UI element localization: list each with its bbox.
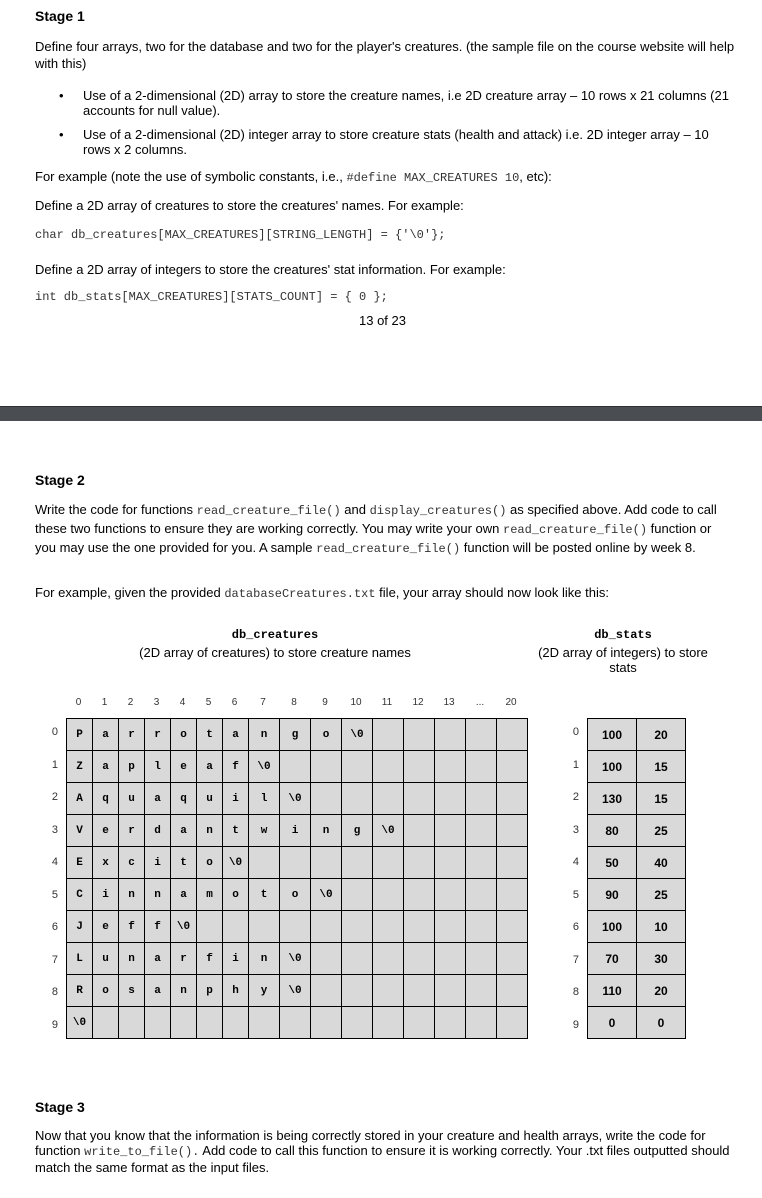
column-header: 20: [505, 697, 517, 708]
stats-grid-cell: 50: [588, 847, 637, 879]
names-grid-cell: n: [197, 815, 223, 847]
names-grid-cell: i: [280, 815, 311, 847]
names-grid-cell: n: [119, 879, 145, 911]
stats-row-header: 3: [572, 823, 579, 836]
stats-grid-cell: 40: [637, 847, 686, 879]
names-grid-cell: x: [93, 847, 119, 879]
column-header: 1: [101, 697, 108, 708]
stage1-bullet-list: [35, 88, 735, 166]
names-grid-cell: t: [249, 879, 280, 911]
names-grid-cell: [435, 719, 466, 751]
names-grid-cell: t: [223, 815, 249, 847]
names-grid-cell: m: [197, 879, 223, 911]
stats-grid-cell: 70: [588, 943, 637, 975]
names-grid-cell: [466, 783, 497, 815]
names-grid-cell: [497, 815, 528, 847]
stats-row-header: 0: [572, 726, 579, 738]
names-grid-cell: a: [171, 815, 197, 847]
names-grid-cell: L: [67, 943, 93, 975]
row-header: 9: [51, 1018, 58, 1031]
creature-names-grid: [66, 718, 528, 1039]
names-grid-cell: a: [171, 879, 197, 911]
names-grid-cell: n: [145, 879, 171, 911]
names-grid-cell: P: [67, 719, 93, 751]
names-grid-cell: p: [197, 975, 223, 1007]
names-grid-cell: [435, 751, 466, 783]
names-grid-cell: [404, 783, 435, 815]
names-grid-cell: r: [145, 719, 171, 751]
names-grid-cell: \0: [280, 783, 311, 815]
names-grid-cell: [342, 1007, 373, 1039]
text: Add code to call this function to ensure it is working correctly. Your .txt files outputted should match the same format as the input files.: [35, 1143, 730, 1175]
text: Write the code for functions: [35, 502, 197, 517]
names-grid-cell: [435, 943, 466, 975]
names-grid-cell: [373, 879, 404, 911]
column-header: 11: [381, 697, 393, 708]
row-header: 8: [51, 986, 58, 998]
stats-grid-cell: 10: [637, 911, 686, 943]
names-grid-cell: [145, 1007, 171, 1039]
names-grid-cell: [466, 1007, 497, 1039]
stats-grid-cell: 15: [637, 783, 686, 815]
stats-grid-row: [588, 719, 686, 751]
names-grid-cell: \0: [280, 975, 311, 1007]
stats-grid-cell: 100: [588, 751, 637, 783]
stats-grid-cell: 30: [637, 943, 686, 975]
bullet-item: • Use of a 2-dimensional (2D) array to store the creature names, i.e 2D creature array – 10 rows x 21 columns (21 accounts for null value).: [35, 88, 735, 118]
code-write-to-file: write_to_file().: [84, 1145, 200, 1159]
names-grid-cell: J: [67, 911, 93, 943]
names-grid-cell: [373, 751, 404, 783]
names-grid-cell: a: [145, 975, 171, 1007]
names-grid-cell: u: [197, 783, 223, 815]
names-grid-row: [67, 783, 528, 815]
names-grid-cell: [497, 847, 528, 879]
define-names-text: Define a 2D array of creatures to store the creatures' names. For example:: [35, 198, 464, 213]
column-header: 9: [322, 697, 328, 708]
names-grid-cell: [404, 943, 435, 975]
names-grid-cell: [466, 815, 497, 847]
text: and: [340, 502, 370, 517]
names-grid-cell: [373, 975, 404, 1007]
stats-row-header: 6: [572, 921, 579, 933]
names-grid-cell: e: [93, 815, 119, 847]
stats-grid-cell: 100: [588, 911, 637, 943]
names-grid-row: [67, 719, 528, 751]
names-grid-cell: r: [171, 943, 197, 975]
names-grid-cell: u: [119, 783, 145, 815]
names-grid-cell: a: [93, 719, 119, 751]
names-grid-cell: o: [311, 719, 342, 751]
stage1-intro: Define four arrays, two for the database and two for the player's creatures. (the sample file on the course website will help with this): [35, 39, 735, 71]
stats-grid-cell: 80: [588, 815, 637, 847]
stats-grid-row: [588, 751, 686, 783]
names-grid-cell: [373, 783, 404, 815]
names-grid-cell: [497, 911, 528, 943]
names-grid-cell: [466, 879, 497, 911]
names-grid-cell: g: [342, 815, 373, 847]
code-read-creature-file: read_creature_file(): [196, 504, 341, 518]
names-grid-cell: n: [171, 975, 197, 1007]
text: Now that you know that the information is being correctly stored in your creature and health arrays, write the code for function: [35, 1128, 706, 1158]
stats-grid-cell: 110: [588, 975, 637, 1007]
code-read-creature-file: read_creature_file(): [503, 523, 648, 537]
column-header: 13: [443, 697, 455, 708]
names-grid-cell: [249, 911, 280, 943]
code-database-file: databaseCreatures.txt: [224, 587, 376, 601]
names-grid-cell: [497, 719, 528, 751]
text: as specified above. Add code to call these two functions to ensure they are working correctly. You may write your own: [35, 502, 717, 536]
stats-grid-row: [588, 879, 686, 911]
names-grid-cell: [311, 943, 342, 975]
names-grid-cell: f: [145, 911, 171, 943]
names-grid-cell: \0: [249, 751, 280, 783]
stage2-example: [35, 584, 735, 603]
names-grid-row: [67, 751, 528, 783]
names-grid-cell: p: [119, 751, 145, 783]
stats-row-header: 7: [572, 953, 579, 966]
names-grid-cell: n: [311, 815, 342, 847]
names-grid-cell: n: [249, 719, 280, 751]
names-grid-cell: [497, 1007, 528, 1039]
names-grid-cell: [404, 1007, 435, 1039]
names-grid-cell: [404, 975, 435, 1007]
names-grid-cell: a: [93, 751, 119, 783]
db-creatures-title: db_creatures: [231, 628, 319, 642]
row-header: 6: [51, 921, 58, 933]
names-grid-cell: [249, 847, 280, 879]
names-grid-cell: [435, 911, 466, 943]
db-creatures-caption: (2D array of creatures) to store creature names: [139, 645, 411, 660]
stats-grid-row: [588, 783, 686, 815]
names-grid-cell: [311, 751, 342, 783]
names-grid-cell: h: [223, 975, 249, 1007]
names-grid-cell: [311, 1007, 342, 1039]
names-grid-cell: \0: [223, 847, 249, 879]
names-grid-cell: [342, 943, 373, 975]
row-header: 3: [51, 823, 58, 836]
stage2-heading: Stage 2: [35, 472, 85, 488]
names-grid-cell: [311, 911, 342, 943]
example-pre: For example (note the use of symbolic constants, i.e.,: [35, 169, 347, 184]
names-grid-cell: [373, 719, 404, 751]
creature-stats-grid: [587, 718, 686, 1039]
names-grid-cell: \0: [373, 815, 404, 847]
names-grid-cell: [223, 911, 249, 943]
names-grid-cell: f: [119, 911, 145, 943]
names-grid-cell: [119, 1007, 145, 1039]
names-grid-row: [67, 847, 528, 879]
names-grid-cell: [435, 975, 466, 1007]
names-grid-cell: Z: [67, 751, 93, 783]
names-grid-cell: o: [171, 719, 197, 751]
names-grid-cell: a: [145, 943, 171, 975]
stats-grid-cell: 15: [637, 751, 686, 783]
example-code: #define MAX_CREATURES 10: [346, 171, 520, 185]
names-grid-cell: n: [119, 943, 145, 975]
names-grid-row: [67, 975, 528, 1007]
column-header: 10: [350, 697, 362, 708]
stage3-heading: Stage 3: [35, 1099, 85, 1115]
db-stats-caption: (2D array of integers) to store stats: [538, 645, 708, 675]
stats-grid-cell: 130: [588, 783, 637, 815]
names-grid-cell: [373, 847, 404, 879]
names-grid-cell: i: [93, 879, 119, 911]
column-header: ...: [475, 697, 485, 708]
names-grid-cell: y: [249, 975, 280, 1007]
column-header: 12: [412, 697, 424, 708]
names-grid-cell: l: [249, 783, 280, 815]
text: function or you may use the one provided for you. A sample: [35, 521, 712, 555]
names-grid-cell: w: [249, 815, 280, 847]
page-divider: [0, 406, 762, 421]
names-grid-cell: q: [171, 783, 197, 815]
stats-grid-cell: 20: [637, 975, 686, 1007]
code-read-creature-file: read_creature_file(): [316, 542, 461, 556]
names-grid-cell: \0: [342, 719, 373, 751]
names-grid-cell: i: [145, 847, 171, 879]
names-grid-cell: t: [171, 847, 197, 879]
names-grid-cell: [435, 879, 466, 911]
names-grid-cell: [342, 783, 373, 815]
names-grid-cell: s: [119, 975, 145, 1007]
names-grid-cell: [342, 975, 373, 1007]
names-grid-cell: a: [145, 783, 171, 815]
names-grid-cell: [466, 847, 497, 879]
column-header: 0: [75, 697, 82, 708]
names-grid-cell: [404, 719, 435, 751]
names-grid-cell: [466, 975, 497, 1007]
names-grid-cell: [311, 783, 342, 815]
row-header: 7: [51, 953, 58, 966]
column-header: 7: [260, 697, 266, 708]
names-grid-cell: i: [223, 943, 249, 975]
names-grid-cell: [404, 815, 435, 847]
example-post: , etc):: [519, 169, 552, 184]
names-grid-cell: [466, 719, 497, 751]
names-grid-cell: [280, 911, 311, 943]
stats-grid-row: [588, 1007, 686, 1039]
names-grid-cell: [497, 975, 528, 1007]
stage3-paragraph: [35, 1128, 737, 1175]
names-grid-cell: [373, 943, 404, 975]
names-grid-cell: a: [223, 719, 249, 751]
names-grid-cell: [249, 1007, 280, 1039]
column-header: 2: [127, 697, 134, 708]
stats-grid-row: [588, 943, 686, 975]
example-note: [35, 168, 735, 187]
names-grid-cell: \0: [311, 879, 342, 911]
row-header: 2: [51, 791, 58, 803]
names-grid-cell: g: [280, 719, 311, 751]
code-stats: int db_stats[MAX_CREATURES][STATS_COUNT] = { 0 };: [35, 290, 388, 304]
names-grid-cell: [280, 847, 311, 879]
names-grid-cell: [171, 1007, 197, 1039]
stats-grid-cell: 25: [637, 879, 686, 911]
define-stats-text: Define a 2D array of integers to store the creatures' stat information. For example:: [35, 262, 506, 277]
code-display-creatures: display_creatures(): [369, 504, 507, 518]
names-grid-cell: n: [249, 943, 280, 975]
names-grid-cell: [404, 847, 435, 879]
code-names: char db_creatures[MAX_CREATURES][STRING_LENGTH] = {'\0'};: [35, 228, 446, 242]
names-grid-row: [67, 879, 528, 911]
names-grid-cell: [497, 943, 528, 975]
names-grid-cell: \0: [171, 911, 197, 943]
text: file, your array should now look like this:: [375, 585, 609, 600]
names-grid-cell: [311, 847, 342, 879]
names-grid-cell: [497, 879, 528, 911]
stats-grid-cell: 100: [588, 719, 637, 751]
column-header: 6: [231, 697, 238, 708]
names-grid-cell: [342, 879, 373, 911]
stats-row-header: 9: [572, 1018, 579, 1031]
names-grid-cell: [404, 751, 435, 783]
names-grid-cell: r: [119, 815, 145, 847]
names-grid-cell: C: [67, 879, 93, 911]
names-grid-cell: o: [223, 879, 249, 911]
names-grid-cell: [435, 1007, 466, 1039]
text: function will be posted online by week 8.: [460, 540, 696, 555]
names-grid-cell: \0: [280, 943, 311, 975]
names-grid-cell: [223, 1007, 249, 1039]
names-grid-cell: i: [223, 783, 249, 815]
stats-grid-row: [588, 975, 686, 1007]
stats-grid-row: [588, 911, 686, 943]
names-grid-cell: l: [145, 751, 171, 783]
page-number: 13 of 23: [359, 313, 406, 328]
names-grid-cell: o: [93, 975, 119, 1007]
names-grid-cell: o: [280, 879, 311, 911]
names-grid-row: [67, 815, 528, 847]
stats-row-header: 5: [572, 888, 579, 901]
names-grid-cell: [342, 751, 373, 783]
names-grid-cell: [404, 879, 435, 911]
names-grid-cell: [280, 1007, 311, 1039]
stage1-heading: Stage 1: [35, 8, 85, 24]
stats-grid-cell: 0: [588, 1007, 637, 1039]
names-grid-cell: f: [223, 751, 249, 783]
names-grid-cell: R: [67, 975, 93, 1007]
stats-grid-cell: 20: [637, 719, 686, 751]
stats-grid-cell: 90: [588, 879, 637, 911]
names-grid-cell: [466, 751, 497, 783]
names-grid-cell: A: [67, 783, 93, 815]
names-grid-cell: [197, 911, 223, 943]
column-header: 5: [205, 697, 212, 708]
row-header: 4: [51, 856, 58, 868]
names-grid-cell: e: [93, 911, 119, 943]
names-grid-row: [67, 943, 528, 975]
stats-grid-cell: 0: [637, 1007, 686, 1039]
names-grid-cell: [497, 783, 528, 815]
names-grid-cell: V: [67, 815, 93, 847]
names-grid-cell: [497, 751, 528, 783]
names-grid-cell: [373, 1007, 404, 1039]
names-grid-cell: \0: [67, 1007, 93, 1039]
row-header: 0: [51, 726, 58, 738]
db-stats-title: db_stats: [594, 628, 652, 642]
names-grid-cell: [466, 911, 497, 943]
names-grid-cell: [280, 751, 311, 783]
stats-row-header: 8: [572, 986, 579, 998]
bullet-item: • Use of a 2-dimensional (2D) integer array to store creature stats (health and attack) i.e. 2D integer array – 10 rows x 2 columns.: [35, 127, 735, 157]
names-grid-cell: [466, 943, 497, 975]
names-grid-cell: [435, 815, 466, 847]
names-grid-cell: [342, 847, 373, 879]
stats-row-header: 2: [572, 791, 579, 803]
names-grid-row: [67, 911, 528, 943]
text: For example, given the provided: [35, 585, 225, 600]
names-grid-cell: [435, 783, 466, 815]
names-grid-cell: E: [67, 847, 93, 879]
column-header: 3: [153, 697, 160, 708]
names-grid-cell: d: [145, 815, 171, 847]
names-grid-cell: r: [119, 719, 145, 751]
column-header: 8: [291, 697, 297, 708]
row-header: 1: [51, 758, 58, 771]
names-grid-cell: t: [197, 719, 223, 751]
names-grid-cell: [311, 975, 342, 1007]
names-grid-cell: o: [197, 847, 223, 879]
names-grid-cell: u: [93, 943, 119, 975]
row-header: 5: [51, 888, 58, 901]
names-grid-cell: a: [197, 751, 223, 783]
names-grid-row: [67, 1007, 528, 1039]
stats-grid-row: [588, 815, 686, 847]
names-grid-cell: [93, 1007, 119, 1039]
names-grid-cell: f: [197, 943, 223, 975]
names-grid-cell: [435, 847, 466, 879]
names-grid-cell: q: [93, 783, 119, 815]
names-grid-cell: c: [119, 847, 145, 879]
names-grid-cell: [404, 911, 435, 943]
names-grid-cell: [197, 1007, 223, 1039]
names-grid-cell: e: [171, 751, 197, 783]
stats-grid-cell: 25: [637, 815, 686, 847]
stats-row-header: 1: [572, 758, 579, 771]
stats-row-header: 4: [572, 856, 579, 868]
stats-grid-row: [588, 847, 686, 879]
stage2-paragraph: [35, 501, 735, 558]
names-grid-cell: [342, 911, 373, 943]
column-header: 4: [179, 697, 186, 708]
names-grid-cell: [373, 911, 404, 943]
